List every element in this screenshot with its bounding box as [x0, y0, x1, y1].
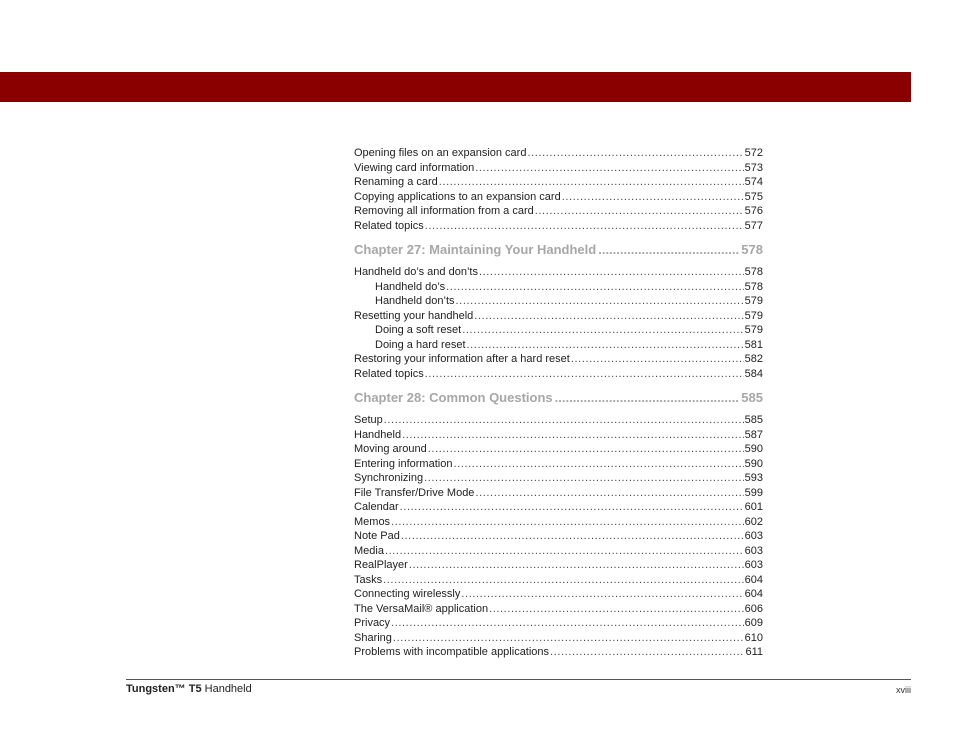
toc-entry[interactable] [354, 500, 763, 515]
toc-group-maintaining [354, 265, 763, 381]
toc-entry-page: 603 [744, 530, 763, 542]
toc-entry-page: 593 [744, 472, 763, 484]
dot-leader [535, 204, 744, 219]
dot-leader [425, 219, 744, 234]
toc-entry[interactable] [354, 146, 763, 161]
toc-entry-title: Memos [354, 515, 391, 528]
toc-entry[interactable] [354, 442, 763, 457]
toc-entry[interactable] [354, 175, 763, 190]
toc-entry-title: Note Pad [354, 530, 400, 542]
footer-product-rest: Handheld [201, 683, 252, 695]
toc-entry-page: 578 [744, 266, 763, 278]
dot-leader [555, 388, 740, 408]
toc-entry[interactable] [354, 265, 763, 280]
toc-entry-title: Connecting wirelessly [354, 588, 461, 600]
toc-entry[interactable] [354, 413, 763, 428]
dot-leader [462, 323, 743, 338]
dot-leader [402, 428, 744, 443]
dot-leader [428, 442, 744, 457]
dot-leader [456, 294, 744, 309]
toc-entry[interactable] [354, 544, 763, 559]
toc-entry[interactable] [354, 471, 763, 486]
toc-entry-title: Handheld [354, 428, 402, 441]
toc-entry-page: 603 [744, 559, 763, 571]
toc-entry-page: 579 [744, 309, 763, 322]
toc-chapter-27[interactable] [354, 240, 763, 260]
toc-entry[interactable] [354, 323, 763, 338]
dot-leader [467, 338, 744, 353]
toc-entry-page: 582 [744, 353, 763, 365]
toc-group-expansion-card [354, 146, 763, 233]
footer-page-number: xviii [896, 685, 911, 695]
toc-entry-page: 581 [744, 338, 763, 351]
toc-entry-title: Moving around [354, 443, 427, 455]
chapter-page: 578 [741, 242, 763, 257]
toc-entry-title: File Transfer/Drive Mode [354, 486, 475, 499]
toc-entry-title: Tasks [354, 573, 383, 586]
toc-entry[interactable] [354, 352, 763, 367]
toc-entry-page: 604 [744, 573, 763, 586]
dot-leader [562, 190, 744, 205]
toc-entry-page: 579 [744, 324, 763, 336]
dot-leader [527, 146, 743, 161]
toc-entry-title: Entering information [354, 457, 453, 470]
toc-entry-page: 572 [744, 147, 763, 159]
dot-leader [571, 352, 744, 367]
toc-entry-title: Sharing [354, 631, 392, 644]
footer-divider [126, 679, 911, 680]
dot-leader [424, 471, 744, 486]
toc-entry-page: 599 [744, 486, 763, 499]
toc-entry[interactable] [354, 161, 763, 176]
toc-entry-title: Renaming a card [354, 176, 438, 188]
toc-entry-title: The VersaMail® application [354, 602, 489, 615]
toc-entry-page: 576 [744, 205, 763, 217]
toc-entry-page: 585 [744, 414, 763, 426]
toc-chapter-28[interactable] [354, 388, 763, 408]
toc-entry[interactable] [354, 294, 763, 309]
dot-leader [550, 645, 744, 660]
toc-entry-title: Doing a hard reset [375, 338, 466, 351]
toc-entry[interactable] [354, 309, 763, 324]
chapter-title: Chapter 28: Common Questions [354, 390, 553, 405]
toc-entry-title: Handheld do’s and don’ts [354, 266, 478, 278]
toc-entry[interactable] [354, 645, 763, 660]
toc-entry-page: 577 [744, 219, 763, 232]
toc-entry-page: 609 [744, 617, 763, 629]
toc-entry-page: 606 [744, 602, 763, 615]
toc-entry-title: Related topics [354, 219, 424, 232]
dot-leader [453, 457, 743, 472]
toc-entry-title: Problems with incompatible applications [354, 646, 550, 658]
table-of-contents [354, 146, 763, 660]
header-banner [0, 72, 911, 102]
toc-entry-page: 590 [744, 443, 763, 455]
toc-entry[interactable] [354, 457, 763, 472]
toc-entry-title: Synchronizing [354, 472, 424, 484]
toc-entry[interactable] [354, 602, 763, 617]
dot-leader [439, 175, 744, 190]
toc-entry[interactable] [354, 515, 763, 530]
toc-entry-page: 574 [744, 176, 763, 188]
toc-entry[interactable] [354, 587, 763, 602]
toc-entry-title: Doing a soft reset [375, 324, 462, 336]
footer-product-bold: Tungsten™ T5 [126, 683, 202, 695]
toc-entry[interactable] [354, 631, 763, 646]
dot-leader [383, 573, 744, 588]
toc-entry[interactable] [354, 219, 763, 234]
toc-entry-title: Calendar [354, 501, 399, 513]
toc-entry[interactable] [354, 280, 763, 295]
toc-entry-title: Related topics [354, 367, 424, 380]
toc-entry-title: RealPlayer [354, 559, 408, 571]
toc-group-common-questions [354, 413, 763, 660]
toc-entry[interactable] [354, 428, 763, 443]
toc-entry-page: 601 [744, 501, 763, 513]
toc-entry[interactable] [354, 529, 763, 544]
toc-entry-title: Viewing card information [354, 161, 475, 174]
toc-entry-title: Handheld don’ts [375, 295, 455, 307]
toc-entry-page: 573 [744, 161, 763, 174]
toc-entry-page: 610 [744, 631, 763, 644]
toc-entry-page: 575 [744, 190, 763, 203]
dot-leader [425, 367, 744, 382]
dot-leader [400, 500, 744, 515]
toc-entry-page: 587 [744, 428, 763, 441]
toc-entry[interactable] [354, 486, 763, 501]
chapter-page: 585 [741, 390, 763, 405]
toc-entry-title: Opening files on an expansion card [354, 147, 527, 159]
toc-entry[interactable] [354, 338, 763, 353]
toc-entry-page: 590 [744, 457, 763, 470]
toc-entry-page: 578 [744, 280, 763, 293]
dot-leader [409, 558, 744, 573]
toc-entry-title: Resetting your handheld [354, 309, 474, 322]
toc-entry-title: Handheld do’s [375, 280, 446, 293]
dot-leader [475, 486, 743, 501]
toc-entry-page: 611 [745, 646, 763, 658]
toc-entry-page: 603 [744, 544, 763, 557]
dot-leader [401, 529, 744, 544]
toc-entry[interactable] [354, 204, 763, 219]
toc-entry-title: Privacy [354, 617, 391, 629]
dot-leader [461, 587, 743, 602]
toc-entry[interactable] [354, 190, 763, 205]
dot-leader [446, 280, 744, 295]
toc-entry-page: 584 [744, 367, 763, 380]
toc-entry-title: Media [354, 544, 384, 557]
dot-leader [393, 631, 744, 646]
dot-leader [475, 161, 743, 176]
toc-entry[interactable] [354, 367, 763, 382]
toc-entry-page: 604 [744, 588, 763, 600]
dot-leader [391, 616, 744, 631]
footer-product-name [126, 683, 252, 695]
dot-leader [384, 413, 744, 428]
toc-entry-title: Restoring your information after a hard reset [354, 353, 570, 365]
toc-entry[interactable] [354, 573, 763, 588]
dot-leader [474, 309, 743, 324]
toc-entry-title: Setup [354, 414, 383, 426]
chapter-title: Chapter 27: Maintaining Your Handheld [354, 242, 597, 257]
toc-entry[interactable] [354, 616, 763, 631]
toc-entry-page: 579 [744, 295, 763, 307]
dot-leader [385, 544, 744, 559]
dot-leader [479, 265, 744, 280]
toc-entry-page: 602 [744, 515, 763, 528]
toc-entry-title: Copying applications to an expansion card [354, 190, 561, 203]
toc-entry[interactable] [354, 558, 763, 573]
dot-leader [489, 602, 744, 617]
dot-leader [598, 240, 739, 260]
toc-entry-title: Removing all information from a card [354, 205, 534, 217]
dot-leader [391, 515, 744, 530]
